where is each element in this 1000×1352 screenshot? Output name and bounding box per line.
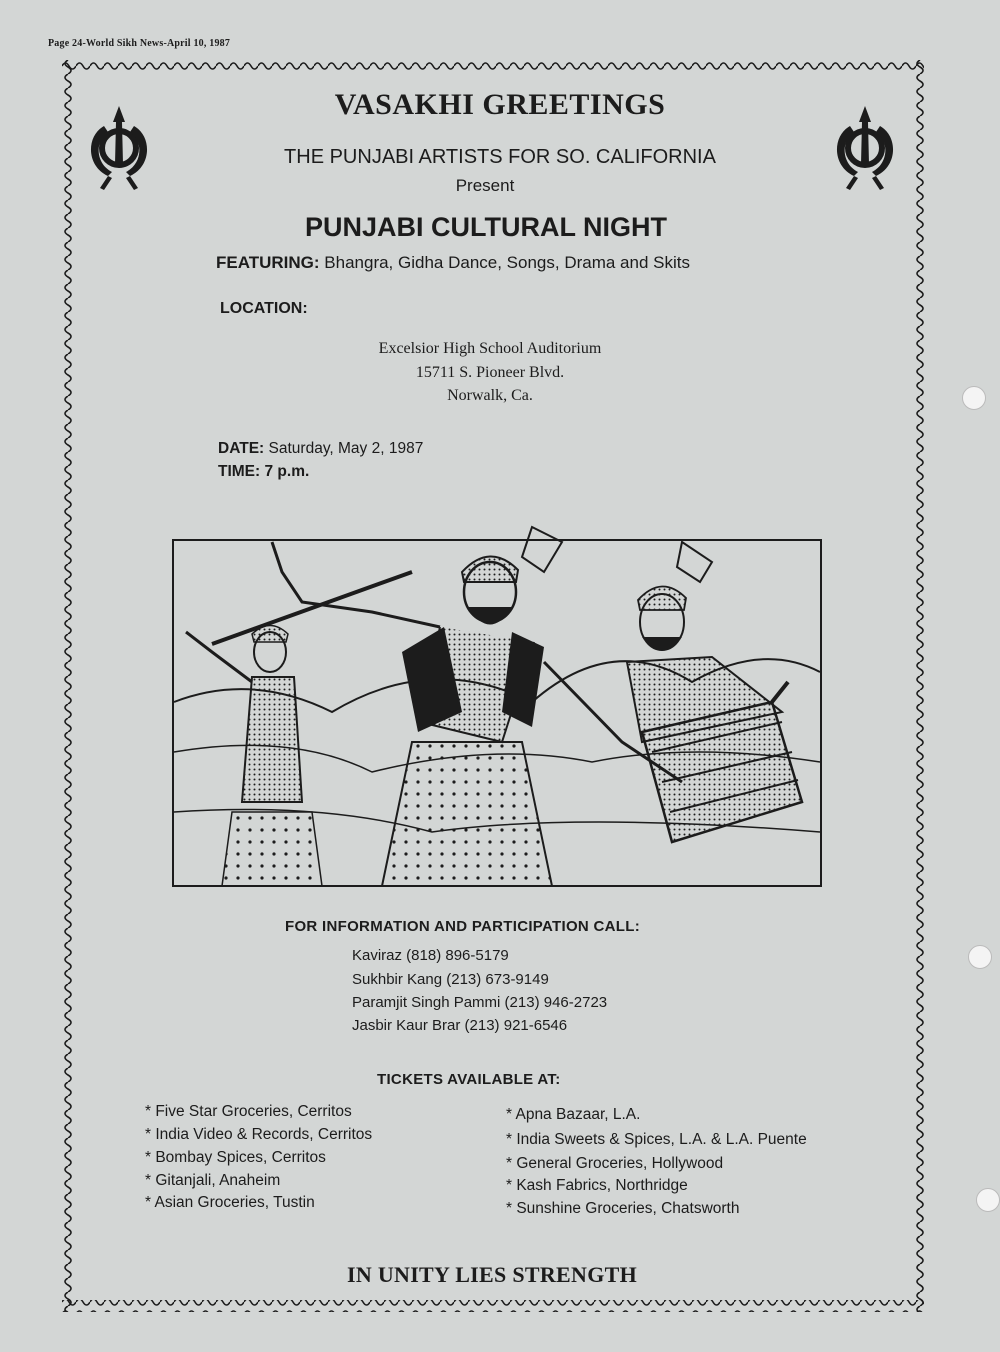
location-line: Excelsior High School Auditorium <box>378 340 602 357</box>
event-name: PUNJABI CULTURAL NIGHT <box>305 212 667 242</box>
store-item: * Apna Bazaar, L.A. <box>506 1106 641 1123</box>
featuring-line <box>216 253 690 273</box>
location-label: LOCATION: <box>220 300 308 317</box>
organization-name: THE PUNJABI ARTISTS FOR SO. CALIFORNIA <box>284 146 716 168</box>
bhangra-dancers-illustration <box>172 512 822 888</box>
contact-item: Jasbir Kaur Brar (213) 921-6546 <box>352 1017 568 1034</box>
contact-item: Sukhbir Kang (213) 673-9149 <box>352 971 549 988</box>
store-item: * Kash Fabrics, Northridge <box>506 1177 688 1194</box>
location-line: Norwalk, Ca. <box>447 387 533 404</box>
page-header: Page 24-World Sikh News-April 10, 1987 <box>48 38 231 49</box>
motto: IN UNITY LIES STRENGTH <box>346 1262 638 1287</box>
binder-hole <box>962 386 986 410</box>
store-item: * General Groceries, Hollywood <box>506 1155 724 1172</box>
store-item: * Bombay Spices, Cerritos <box>145 1149 326 1166</box>
contact-item: Paramjit Singh Pammi (213) 946-2723 <box>352 994 608 1011</box>
time-line <box>218 463 309 481</box>
location-line: 15711 S. Pioneer Blvd. <box>415 364 565 381</box>
present-label: Present <box>455 176 515 195</box>
store-item: * Gitanjali, Anaheim <box>145 1172 281 1189</box>
contact-item: Kaviraz (818) 896-5179 <box>352 947 509 964</box>
date-value: Saturday, May 2, 1987 <box>264 440 424 457</box>
featuring-label: FEATURING: <box>216 253 320 272</box>
store-item: * Sunshine Groceries, Chatsworth <box>506 1200 740 1217</box>
time-label: TIME: <box>218 463 261 480</box>
store-item: * Asian Groceries, Tustin <box>145 1194 315 1211</box>
store-item: * India Video & Records, Cerritos <box>145 1126 373 1143</box>
info-title: FOR INFORMATION AND PARTICIPATION CALL: <box>285 918 640 935</box>
store-item: * India Sweets & Spices, L.A. & L.A. Puente <box>506 1131 807 1148</box>
date-label: DATE: <box>218 440 265 457</box>
featuring-text: Bhangra, Gidha Dance, Songs, Drama and Skits <box>319 253 690 272</box>
date-line <box>218 440 423 458</box>
time-value: 7 p.m. <box>260 463 310 480</box>
page-title: VASAKHI GREETINGS <box>334 88 666 121</box>
store-item: * Five Star Groceries, Cerritos <box>145 1103 352 1120</box>
binder-hole <box>976 1188 1000 1212</box>
binder-hole <box>968 945 992 969</box>
tickets-title: TICKETS AVAILABLE AT: <box>377 1071 561 1088</box>
